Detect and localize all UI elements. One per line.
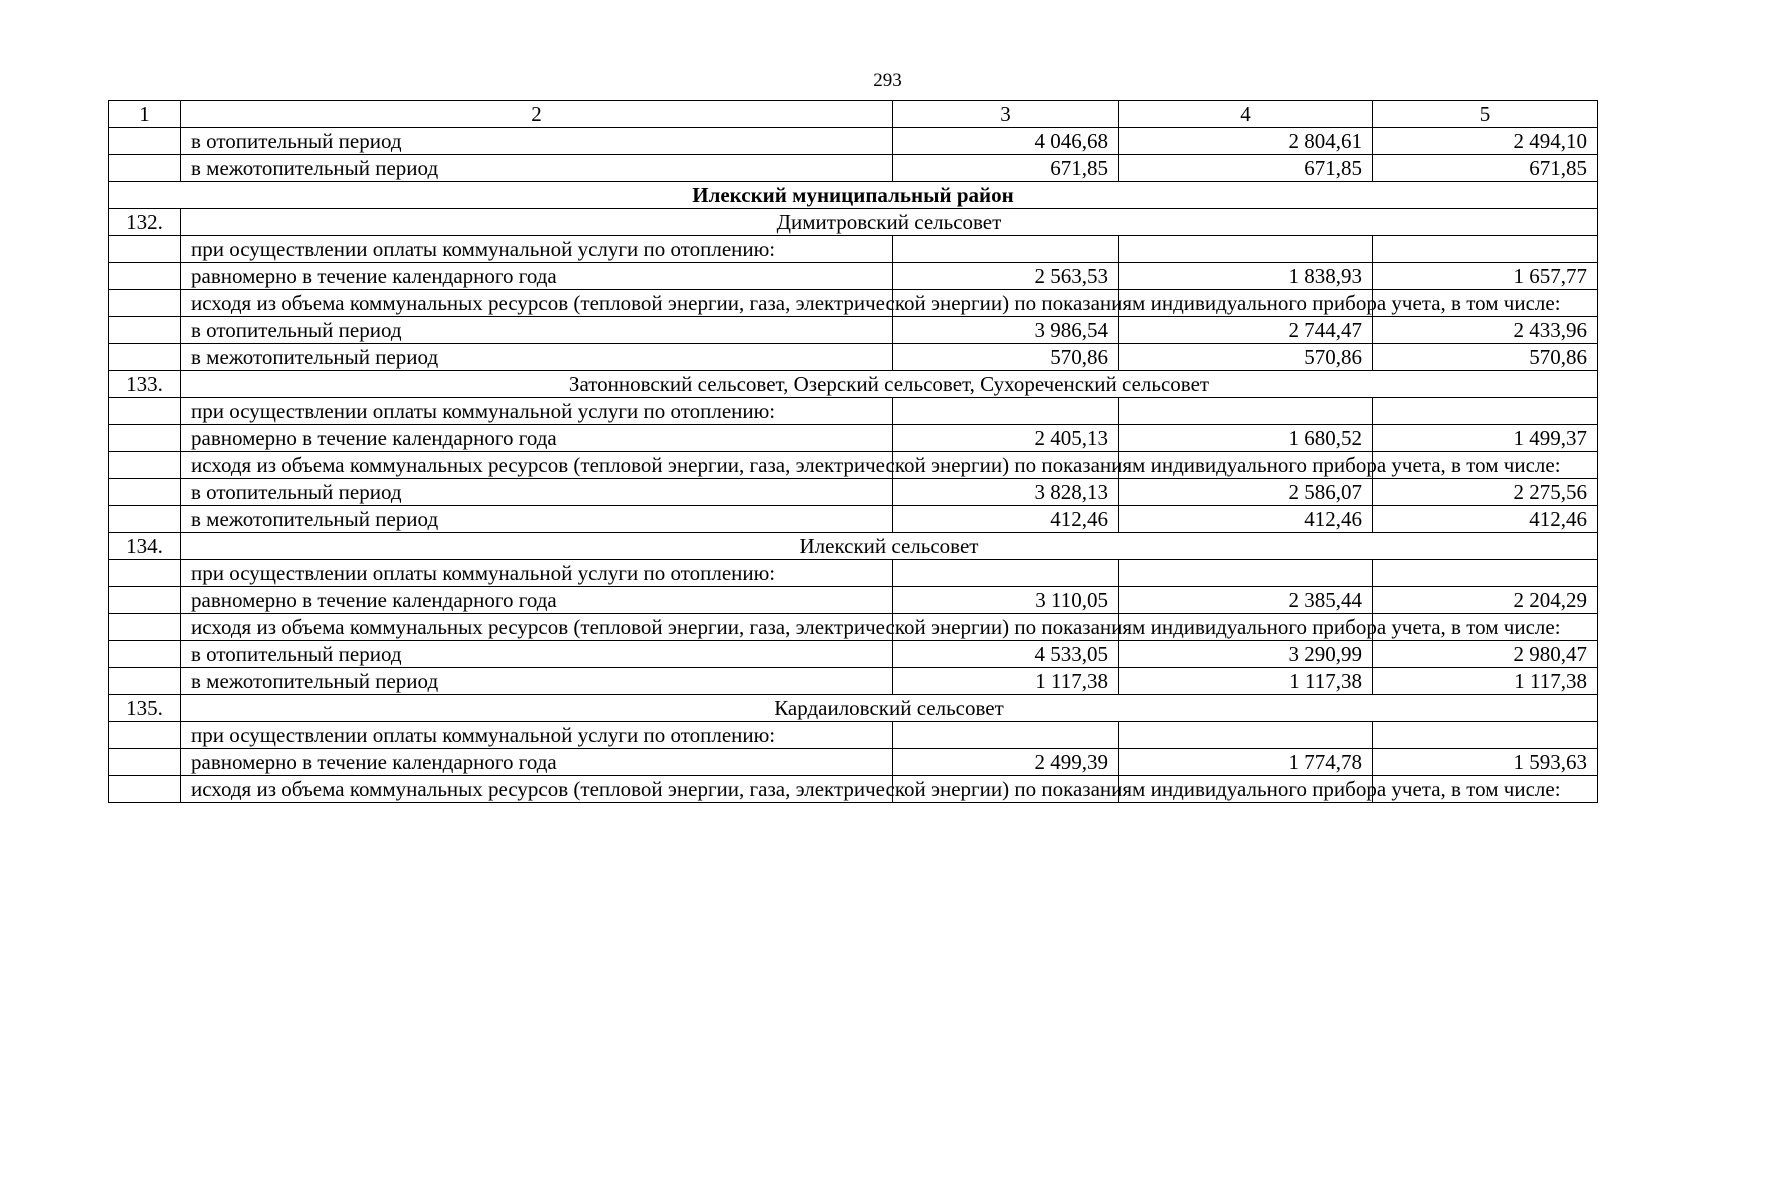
- value-col-5: 2 204,29: [1373, 587, 1598, 614]
- value-col-5: 1 593,63: [1373, 749, 1598, 776]
- value-col-4: 2 744,47: [1119, 317, 1373, 344]
- row-number: [109, 560, 181, 587]
- row-label: при осуществлении оплаты коммунальной услуги по отоплению:: [181, 398, 893, 425]
- tariff-table: [108, 100, 1598, 803]
- value-col-4: [1119, 560, 1373, 587]
- row-label: в межотопительный период: [181, 506, 893, 533]
- value-col-3: 412,46: [893, 506, 1119, 533]
- section-title: Кардаиловский сельсовет: [181, 695, 1598, 722]
- section-title: Илекский сельсовет: [181, 533, 1598, 560]
- value-col-5: 412,46: [1373, 506, 1598, 533]
- table-row: [109, 560, 1598, 587]
- value-col-5: [1373, 398, 1598, 425]
- row-number: [109, 317, 181, 344]
- value-col-4: [1119, 398, 1373, 425]
- header-row: [109, 101, 1598, 128]
- row-label: исходя из объема коммунальных ресурсов (тепловой энергии, газа, электрической энергии) по показаниям индивидуального прибора учета, в том числе:: [181, 452, 893, 479]
- header-cell-4: 4: [1119, 101, 1373, 128]
- section-title: Димитровский сельсовет: [181, 209, 1598, 236]
- row-number: [109, 155, 181, 182]
- row-label: при осуществлении оплаты коммунальной услуги по отоплению:: [181, 722, 893, 749]
- row-number: [109, 344, 181, 371]
- table-row: [109, 479, 1598, 506]
- row-number: 134.: [109, 533, 181, 560]
- row-label: исходя из объема коммунальных ресурсов (тепловой энергии, газа, электрической энергии) по показаниям индивидуального прибора учета, в том числе:: [181, 776, 893, 803]
- row-number: [109, 236, 181, 263]
- value-col-4: 412,46: [1119, 506, 1373, 533]
- region-row: [109, 182, 1598, 209]
- value-col-4: 1 117,38: [1119, 668, 1373, 695]
- value-col-4: 2 586,07: [1119, 479, 1373, 506]
- table-row: [109, 614, 1598, 641]
- row-number: 132.: [109, 209, 181, 236]
- value-col-4: 2 804,61: [1119, 128, 1373, 155]
- table-row: [109, 290, 1598, 317]
- row-label: исходя из объема коммунальных ресурсов (тепловой энергии, газа, электрической энергии) по показаниям индивидуального прибора учета, в том числе:: [181, 290, 893, 317]
- row-number: [109, 506, 181, 533]
- table-row: [109, 317, 1598, 344]
- value-col-4: 3 290,99: [1119, 641, 1373, 668]
- value-col-3: 4 046,68: [893, 128, 1119, 155]
- row-label: в отопительный период: [181, 479, 893, 506]
- region-title: Илекский муниципальный район: [109, 182, 1598, 209]
- row-label: при осуществлении оплаты коммунальной услуги по отоплению:: [181, 560, 893, 587]
- value-col-3: 3 110,05: [893, 587, 1119, 614]
- table-row: [109, 425, 1598, 452]
- value-col-3: 570,86: [893, 344, 1119, 371]
- row-label: в отопительный период: [181, 641, 893, 668]
- value-col-3: 2 499,39: [893, 749, 1119, 776]
- row-number: [109, 668, 181, 695]
- table-row: [109, 155, 1598, 182]
- table-row: [109, 344, 1598, 371]
- value-col-5: 1 657,77: [1373, 263, 1598, 290]
- row-number: [109, 128, 181, 155]
- value-col-4: [1119, 722, 1373, 749]
- row-number: [109, 614, 181, 641]
- table-body: [109, 101, 1598, 803]
- value-col-4: 2 385,44: [1119, 587, 1373, 614]
- value-col-4: 1 838,93: [1119, 263, 1373, 290]
- value-col-4: 1 680,52: [1119, 425, 1373, 452]
- row-label: в отопительный период: [181, 317, 893, 344]
- table-row: [109, 506, 1598, 533]
- section-title: Затонновский сельсовет, Озерский сельсовет, Сухореченский сельсовет: [181, 371, 1598, 398]
- value-col-4: [1119, 236, 1373, 263]
- row-number: [109, 722, 181, 749]
- row-number: [109, 398, 181, 425]
- table-row: [109, 398, 1598, 425]
- value-col-5: [1373, 560, 1598, 587]
- value-col-4: 1 774,78: [1119, 749, 1373, 776]
- table-row: [109, 641, 1598, 668]
- row-number: [109, 749, 181, 776]
- header-cell-5: 5: [1373, 101, 1598, 128]
- value-col-5: 2 494,10: [1373, 128, 1598, 155]
- value-col-3: 2 563,53: [893, 263, 1119, 290]
- section-row: [109, 695, 1598, 722]
- value-col-5: 2 275,56: [1373, 479, 1598, 506]
- table-row: [109, 128, 1598, 155]
- row-label: в межотопительный период: [181, 668, 893, 695]
- row-label: равномерно в течение календарного года: [181, 425, 893, 452]
- row-number: 135.: [109, 695, 181, 722]
- row-label: в межотопительный период: [181, 344, 893, 371]
- value-col-3: [893, 560, 1119, 587]
- value-col-5: 1 499,37: [1373, 425, 1598, 452]
- row-number: [109, 587, 181, 614]
- section-row: [109, 533, 1598, 560]
- row-number: 133.: [109, 371, 181, 398]
- value-col-5: 671,85: [1373, 155, 1598, 182]
- header-cell-1: 1: [109, 101, 181, 128]
- table-row: [109, 452, 1598, 479]
- row-label: при осуществлении оплаты коммунальной услуги по отоплению:: [181, 236, 893, 263]
- row-number: [109, 290, 181, 317]
- value-col-5: 2 433,96: [1373, 317, 1598, 344]
- value-col-5: 570,86: [1373, 344, 1598, 371]
- table-row: [109, 776, 1598, 803]
- value-col-5: [1373, 236, 1598, 263]
- table-row: [109, 587, 1598, 614]
- table-row: [109, 749, 1598, 776]
- header-cell-3: 3: [893, 101, 1119, 128]
- page-number: 293: [873, 70, 902, 91]
- row-number: [109, 479, 181, 506]
- value-col-3: 3 986,54: [893, 317, 1119, 344]
- header-cell-2: 2: [181, 101, 893, 128]
- row-label: равномерно в течение календарного года: [181, 749, 893, 776]
- row-label: равномерно в течение календарного года: [181, 263, 893, 290]
- table-row: [109, 722, 1598, 749]
- value-col-3: 671,85: [893, 155, 1119, 182]
- section-row: [109, 209, 1598, 236]
- table-row: [109, 263, 1598, 290]
- value-col-3: [893, 236, 1119, 263]
- table-row: [109, 236, 1598, 263]
- row-number: [109, 425, 181, 452]
- value-col-5: [1373, 722, 1598, 749]
- value-col-5: 2 980,47: [1373, 641, 1598, 668]
- value-col-3: 3 828,13: [893, 479, 1119, 506]
- section-row: [109, 371, 1598, 398]
- value-col-3: 4 533,05: [893, 641, 1119, 668]
- row-number: [109, 452, 181, 479]
- value-col-4: 671,85: [1119, 155, 1373, 182]
- value-col-3: [893, 722, 1119, 749]
- row-number: [109, 641, 181, 668]
- row-label: в межотопительный период: [181, 155, 893, 182]
- row-number: [109, 263, 181, 290]
- row-label: равномерно в течение календарного года: [181, 587, 893, 614]
- value-col-5: 1 117,38: [1373, 668, 1598, 695]
- row-label: исходя из объема коммунальных ресурсов (тепловой энергии, газа, электрической энергии) по показаниям индивидуального прибора учета, в том числе:: [181, 614, 893, 641]
- row-label: в отопительный период: [181, 128, 893, 155]
- table-row: [109, 668, 1598, 695]
- value-col-3: 1 117,38: [893, 668, 1119, 695]
- row-number: [109, 776, 181, 803]
- value-col-3: [893, 398, 1119, 425]
- value-col-4: 570,86: [1119, 344, 1373, 371]
- value-col-3: 2 405,13: [893, 425, 1119, 452]
